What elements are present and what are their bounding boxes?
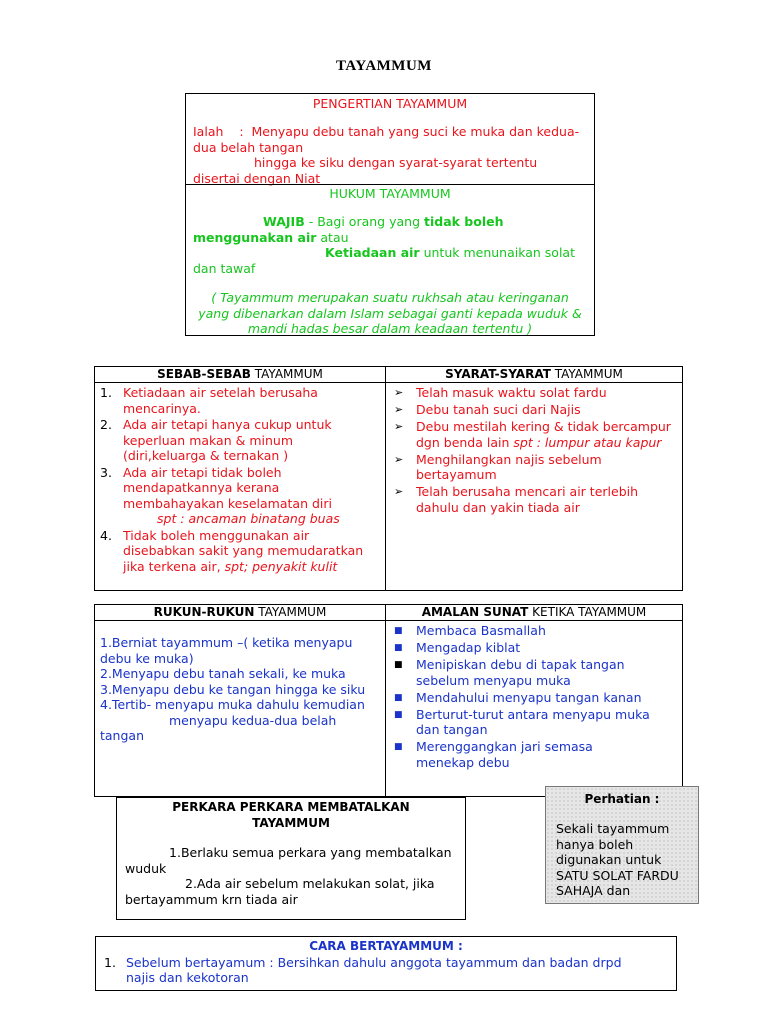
perhatian-line: SATU SOLAT FARDU — [556, 867, 679, 883]
arrow-bullet-icon: ➢ — [394, 485, 404, 498]
hukum-wajib: WAJIB — [263, 214, 305, 229]
membatalkan-heading2: TAYAMMUM — [252, 815, 330, 830]
rukun-header-rest: TAYAMMUM — [254, 605, 327, 619]
membatalkan-box — [116, 797, 466, 920]
hukum-note3: mandi hadas besar dalam keadaan tertentu ) — [247, 321, 533, 336]
item-example: spt : ancaman binatang buas — [157, 511, 340, 526]
membatalkan-text1: Berlaku semua perkara yang membatalkan — [180, 845, 452, 860]
rukun-header-bold: RUKUN-RUKUN — [153, 605, 255, 619]
rukun-line: 2.Menyapu debu tanah sekali, ke muka — [100, 666, 346, 681]
pengertian-label: Ialah — [193, 124, 224, 139]
pengertian-line3: hingga ke siku dengan syarat-syarat tertentu — [254, 155, 538, 170]
membatalkan-line3: 2.Ada air sebelum melakukan solat, jika — [185, 876, 435, 891]
list-item — [386, 623, 682, 639]
square-bullet-icon: ■ — [394, 626, 403, 636]
list-item — [386, 402, 682, 418]
item-text: Mendahului menyapu tangan kanan — [416, 689, 642, 705]
cara-heading: CARA BERTAYAMMUM : — [309, 939, 463, 953]
rukun-line: 3.Menyapu debu ke tangan hingga ke siku — [100, 681, 366, 697]
arrow-bullet-icon: ➢ — [394, 452, 404, 466]
item-number: 1. — [104, 954, 116, 970]
rukun-line: 1.Berniat tayammum –( ketika menyapu — [100, 635, 353, 650]
hukum-line3 — [193, 245, 587, 261]
item-text: Mengadap kiblat — [416, 640, 521, 655]
cara-box — [95, 936, 677, 991]
square-bullet-icon: ■ — [394, 709, 403, 720]
square-bullet-icon: ■ — [394, 692, 403, 703]
pengertian-line4: disertai dengan Niat — [193, 170, 321, 186]
rukun-header — [95, 605, 386, 621]
list-item — [386, 640, 682, 656]
item-text: Berturut-turut antara menyapu muka — [416, 706, 650, 722]
square-bullet-icon: ■ — [394, 742, 403, 752]
perhatian-line: SAHAJA dan — [556, 883, 631, 898]
item-text: Membaca Basmallah — [416, 623, 546, 638]
item-text: Ada air tetapi tidak boleh — [123, 464, 282, 480]
item-text: Menghilangkan najis sebelum — [416, 451, 602, 467]
list-item — [386, 739, 682, 770]
hukum-text2b: atau — [316, 229, 349, 245]
item-text: dahulu dan yakin tiada air — [416, 499, 580, 515]
syarat-list — [386, 385, 682, 515]
arrow-bullet-icon: ➢ — [394, 420, 404, 433]
hukum-line2 — [193, 230, 587, 246]
amalan-header-rest: KETIKA TAYAMMUM — [528, 605, 647, 619]
pengertian-text1: Menyapu debu tanah yang suci ke muka dan kedua- — [251, 124, 580, 139]
perhatian-line: digunakan untuk — [556, 852, 662, 867]
page-title: TAYAMMUM — [336, 58, 432, 74]
rukun-amalan-table — [94, 604, 683, 797]
item-text: mendapatkannya kerana — [123, 480, 280, 495]
perhatian-line: Sekali tayammum — [556, 821, 670, 836]
cara-item — [100, 955, 672, 986]
item-example: spt : lumpur atau kapur — [513, 434, 662, 450]
perhatian-line: hanya boleh — [556, 836, 634, 852]
sebab-list — [95, 385, 385, 574]
item-number: 4. — [100, 527, 112, 543]
hukum-note2: yang dibenarkan dalam Islam sebagai ganti kepada wuduk & — [198, 305, 582, 321]
rukun-line: tangan — [100, 728, 145, 743]
rukun-cell — [95, 621, 386, 797]
list-item — [386, 452, 682, 483]
item-number: 3. — [100, 464, 112, 480]
item-text: keperluan makan & minum — [123, 432, 294, 448]
hukum-text2a: menggunakan air — [193, 229, 317, 245]
syarat-cell — [386, 383, 683, 591]
amalan-cell — [386, 621, 683, 797]
list-item — [386, 657, 682, 688]
sebab-header-rest: TAYAMMUM — [250, 367, 323, 381]
arrow-bullet-icon: ➢ — [394, 403, 404, 416]
item-text: disebabkan sakit yang memudaratkan — [123, 543, 364, 558]
hukum-box — [185, 184, 595, 336]
list-item — [386, 484, 682, 515]
item-text: dgn benda lain — [416, 434, 514, 450]
item-text: (diri,keluarga & ternakan ) — [123, 448, 289, 463]
pengertian-heading: PENGERTIAN TAYAMMUM — [312, 96, 468, 111]
rukun-line: 4.Tertib- menyapu muka dahulu kemudian — [100, 697, 365, 712]
hukum-line4: dan tawaf — [193, 260, 256, 276]
pengertian-line1 — [193, 124, 587, 140]
perhatian-box — [545, 786, 699, 904]
list-item — [386, 385, 682, 401]
membatalkan-line4: bertayammum krn tiada air — [125, 891, 298, 907]
membatalkan-heading1: PERKARA PERKARA MEMBATALKAN — [172, 800, 410, 814]
item-text: Ada air tetapi hanya cukup untuk — [123, 417, 332, 432]
list-item — [95, 417, 385, 464]
hukum-text1a: - Bagi orang yang — [304, 214, 424, 229]
item-text: sebelum menyapu muka — [416, 672, 571, 688]
rukun-line: menyapu kedua-dua belah — [169, 712, 337, 728]
item-text: mencarinya. — [123, 400, 201, 416]
item-text: dan tangan — [416, 722, 488, 737]
item-example: spt; penyakit kulit — [224, 558, 338, 574]
membatalkan-num1: 1. — [169, 845, 181, 860]
item-text: Menipiskan debu di tapak tangan — [416, 657, 625, 672]
hukum-line1 — [193, 214, 587, 230]
cara-line2: najis dan kekotoran — [126, 970, 249, 985]
amalan-list — [386, 623, 682, 770]
hukum-note1: ( Tayammum merupakan suatu rukhsah atau keringanan — [211, 290, 569, 305]
membatalkan-line2: wuduk — [125, 860, 167, 876]
list-item — [95, 528, 385, 575]
item-text: bertayamum — [416, 467, 497, 482]
list-item — [386, 707, 682, 738]
item-text: Telah masuk waktu solat fardu — [416, 385, 607, 400]
rukun-line: debu ke muka) — [100, 650, 194, 666]
syarat-header-rest: TAYAMMUM — [550, 367, 623, 381]
syarat-header — [386, 367, 683, 383]
pengertian-line2: dua belah tangan — [193, 139, 304, 155]
syarat-header-bold: SYARAT-SYARAT — [445, 367, 551, 381]
hukum-text3b: untuk menunaikan solat — [419, 245, 575, 260]
list-item — [95, 385, 385, 416]
sebab-cell — [95, 383, 386, 591]
amalan-header-bold: AMALAN SUNAT — [421, 605, 529, 619]
sebab-syarat-table — [94, 366, 683, 591]
item-text: Ketiadaan air setelah berusaha — [123, 385, 318, 400]
perhatian-heading: Perhatian : — [584, 792, 660, 806]
item-text: Tidak boleh menggunakan air — [123, 527, 310, 543]
item-text: Debu tanah suci dari Najis — [416, 402, 581, 417]
pengertian-box — [185, 93, 595, 185]
item-text: Debu mestilah kering & tidak bercampur — [416, 419, 671, 434]
sebab-header — [95, 367, 386, 383]
item-number: 2. — [100, 417, 112, 432]
arrow-bullet-icon: ➢ — [394, 386, 404, 399]
pengertian-colon: : — [239, 124, 244, 139]
amalan-header — [386, 605, 683, 621]
list-item — [386, 690, 682, 706]
item-text: membahayakan keselamatan diri — [123, 495, 332, 511]
item-number: 1. — [100, 385, 112, 400]
item-text: Telah berusaha mencari air terlebih — [416, 484, 639, 499]
square-bullet-icon: ■ — [394, 643, 403, 653]
item-text: menekap debu — [416, 754, 510, 770]
membatalkan-line1 — [125, 845, 457, 861]
cara-line1: Sebelum bertayamum : Bersihkan dahulu anggota tayammum dan badan drpd — [126, 954, 622, 970]
hukum-text3a: Ketiadaan air — [325, 245, 420, 260]
item-text: Merenggangkan jari semasa — [416, 739, 593, 754]
list-item — [386, 419, 682, 450]
square-bullet-icon: ■ — [394, 660, 403, 670]
hukum-text1b: tidak boleh — [423, 214, 504, 229]
hukum-heading: HUKUM TAYAMMUM — [329, 186, 451, 201]
sebab-header-bold: SEBAB-SEBAB — [157, 367, 251, 381]
item-text: jika terkena air, — [123, 558, 225, 574]
list-item — [95, 465, 385, 527]
